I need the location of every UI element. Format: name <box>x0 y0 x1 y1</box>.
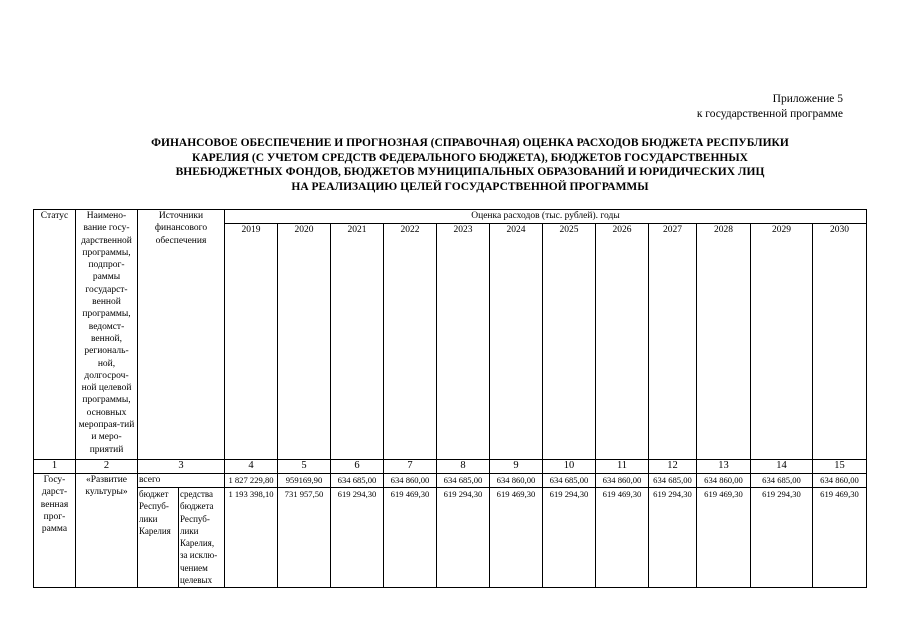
column-number: 11 <box>596 460 649 474</box>
status-cell: Госу-дарст-венная прог-рамма <box>34 474 76 588</box>
year-cell: 2024 <box>490 224 543 460</box>
value-cell: 731 957,50 <box>278 488 331 588</box>
column-number: 10 <box>543 460 596 474</box>
column-number: 1 <box>34 460 76 474</box>
header-estimate: Оценка расходов (тыс. рублей). годы <box>225 210 867 224</box>
column-number: 5 <box>278 460 331 474</box>
year-cell: 2023 <box>437 224 490 460</box>
column-number: 2 <box>76 460 138 474</box>
column-number: 14 <box>751 460 813 474</box>
value-cell: 634 860,00 <box>596 474 649 488</box>
column-number: 6 <box>331 460 384 474</box>
document-title <box>100 136 840 194</box>
table-row-total <box>34 474 867 488</box>
value-cell: 634 685,00 <box>751 474 813 488</box>
value-cell: 634 685,00 <box>437 474 490 488</box>
column-number: 3 <box>138 460 225 474</box>
value-cell: 619 469,30 <box>697 488 751 588</box>
header-sources: Источники финансового обеспечения <box>138 210 225 460</box>
value-cell: 959169,90 <box>278 474 331 488</box>
appendix-line-1: Приложение 5 <box>772 93 843 105</box>
value-cell: 634 860,00 <box>813 474 867 488</box>
column-number: 7 <box>384 460 437 474</box>
title-line-4: НА РЕАЛИЗАЦИЮ ЦЕЛЕЙ ГОСУДАРСТВЕННОЙ ПРОГРАММЫ <box>291 180 649 193</box>
year-cell: 2027 <box>649 224 697 460</box>
title-line-2: КАРЕЛИЯ (С УЧЕТОМ СРЕДСТВ ФЕДЕРАЛЬНОГО БЮДЖЕТА), БЮДЖЕТОВ ГОСУДАРСТВЕННЫХ <box>192 151 748 164</box>
value-cell: 619 469,30 <box>596 488 649 588</box>
header-status: Статус <box>34 210 76 460</box>
value-cell: 634 685,00 <box>543 474 596 488</box>
value-cell: 619 469,30 <box>384 488 437 588</box>
value-cell: 634 860,00 <box>697 474 751 488</box>
column-number: 9 <box>490 460 543 474</box>
year-cell: 2028 <box>697 224 751 460</box>
source-budget-label: бюджет Респуб-лики Карелия <box>138 488 179 588</box>
year-cell: 2030 <box>813 224 867 460</box>
value-cell: 1 827 229,80 <box>225 474 278 488</box>
value-cell: 1 193 398,10 <box>225 488 278 588</box>
value-cell: 619 294,30 <box>331 488 384 588</box>
value-cell: 619 469,30 <box>813 488 867 588</box>
year-cell: 2021 <box>331 224 384 460</box>
column-number: 8 <box>437 460 490 474</box>
value-cell: 619 294,30 <box>437 488 490 588</box>
title-line-1: ФИНАНСОВОЕ ОБЕСПЕЧЕНИЕ И ПРОГНОЗНАЯ (СПРАВОЧНАЯ) ОЦЕНКА РАСХОДОВ БЮДЖЕТА РЕСПУБЛИКИ <box>151 137 789 149</box>
appendix-note <box>697 92 843 122</box>
value-cell: 619 294,30 <box>649 488 697 588</box>
value-cell: 619 469,30 <box>490 488 543 588</box>
appendix-line-2: к государственной программе <box>696 108 843 120</box>
column-number: 4 <box>225 460 278 474</box>
title-line-3: ВНЕБЮДЖЕТНЫХ ФОНДОВ, БЮДЖЕТОВ МУНИЦИПАЛЬНЫХ ОБРАЗОВАНИЙ И ЮРИДИЧЕСКИХ ЛИЦ <box>175 166 765 178</box>
column-number: 13 <box>697 460 751 474</box>
table-row-budget <box>34 488 867 588</box>
source-total-label: всего <box>138 474 225 488</box>
year-cell: 2025 <box>543 224 596 460</box>
year-cell: 2019 <box>225 224 278 460</box>
column-number: 15 <box>813 460 867 474</box>
column-number: 12 <box>649 460 697 474</box>
value-cell: 634 685,00 <box>331 474 384 488</box>
value-cell: 634 685,00 <box>649 474 697 488</box>
year-cell: 2026 <box>596 224 649 460</box>
year-cell: 2020 <box>278 224 331 460</box>
year-cell: 2022 <box>384 224 437 460</box>
header-program-name: Наимено-вание госу-дарственной программы, подпрог-раммы государст-венной программы, ведомст-венной, региональ-ной, долгосроч-ной целевой программы, основных меропрая-тий и меро-приятий <box>76 210 138 460</box>
finance-table <box>33 209 867 588</box>
year-cell: 2029 <box>751 224 813 460</box>
value-cell: 619 294,30 <box>751 488 813 588</box>
value-cell: 634 860,00 <box>490 474 543 488</box>
value-cell: 634 860,00 <box>384 474 437 488</box>
program-name-cell: «Развитие культуры» <box>76 474 138 588</box>
source-budget-sublabel: средства бюджета Респуб-лики Карелия, за исклю-чением целевых <box>179 488 225 588</box>
column-number-row <box>34 460 867 474</box>
value-cell: 619 294,30 <box>543 488 596 588</box>
